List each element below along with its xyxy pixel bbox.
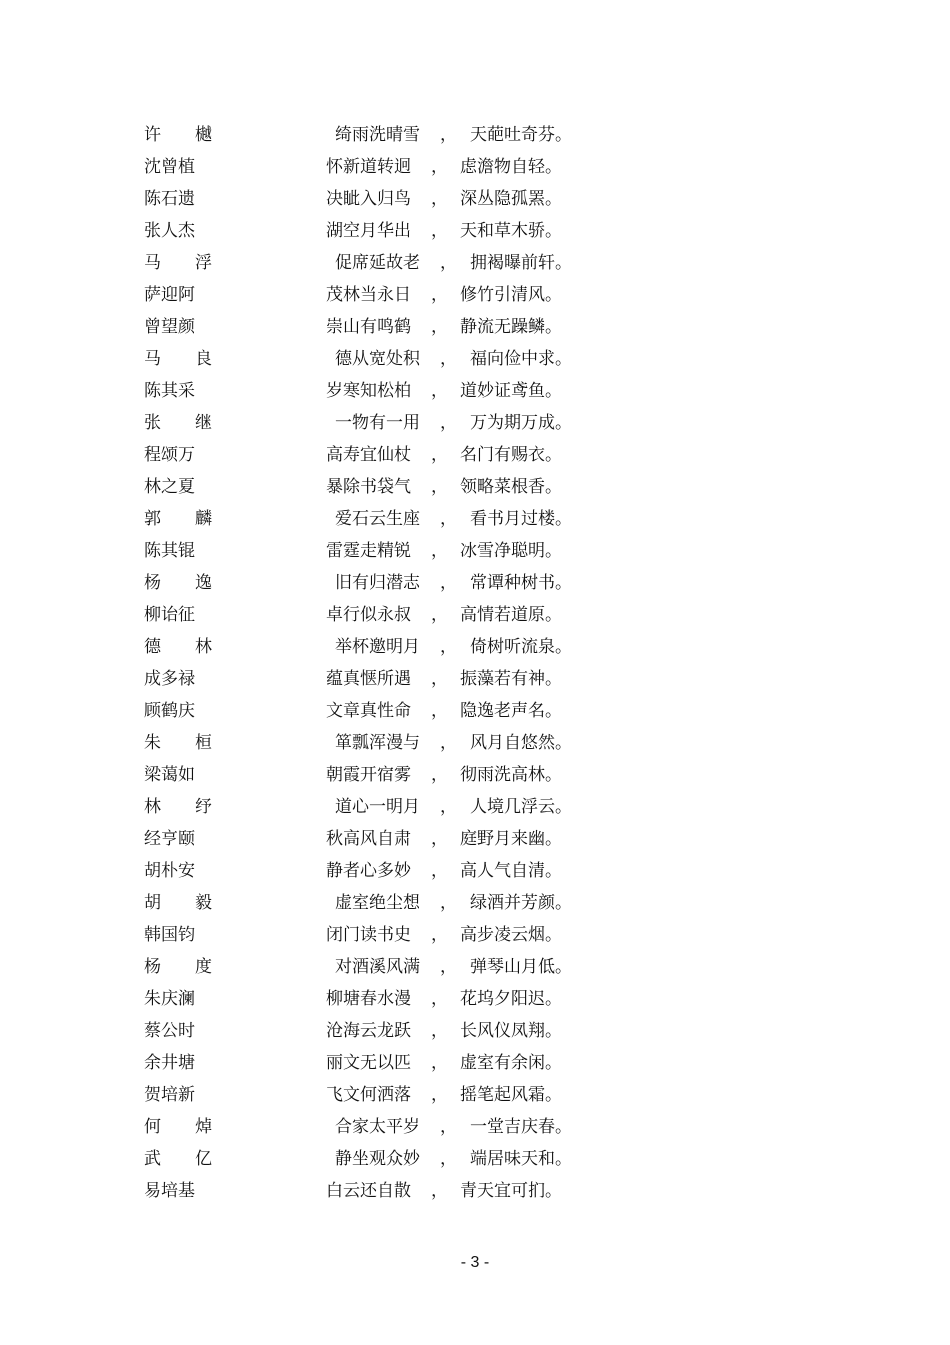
couplet-second-line: 花坞夕阳迟。 [460, 989, 562, 1009]
couplet-comma: ， [440, 797, 457, 817]
couplet-first-line: 箪瓢浑漫与 [335, 733, 420, 753]
couplet-second-line: 高人气自清。 [460, 861, 562, 881]
author-name: 余井塘 [144, 1053, 195, 1073]
author-name: 张 继 [144, 413, 212, 433]
couplet-first-line: 虚室绝尘想 [335, 893, 420, 913]
couplet-first-line: 静者心多妙 [326, 861, 411, 881]
couplet-row [0, 471, 950, 503]
couplet-first-line: 柳塘春水漫 [326, 989, 411, 1009]
couplet-row [0, 215, 950, 247]
couplet-second-line: 虑澹物自轻。 [460, 157, 562, 177]
author-name: 曾望颜 [144, 317, 195, 337]
couplet-second-line: 常谭种树书。 [470, 573, 572, 593]
couplet-first-line: 静坐观众妙 [335, 1149, 420, 1169]
couplet-first-line: 合家太平岁 [335, 1117, 420, 1137]
couplet-row [0, 663, 950, 695]
couplet-second-line: 福向俭中求。 [470, 349, 572, 369]
couplet-comma: ， [431, 605, 448, 625]
couplet-row [0, 119, 950, 151]
couplet-row [0, 247, 950, 279]
couplet-second-line: 风月自悠然。 [470, 733, 572, 753]
couplet-first-line: 岁寒知松柏 [326, 381, 411, 401]
couplet-second-line: 弹琴山月低。 [470, 957, 572, 977]
couplet-row [0, 759, 950, 791]
couplet-row [0, 1015, 950, 1047]
couplet-second-line: 静流无躁鳞。 [460, 317, 562, 337]
couplet-first-line: 文章真性命 [326, 701, 411, 721]
couplet-first-line: 蕴真惬所遇 [326, 669, 411, 689]
couplet-first-line: 暴除书袋气 [326, 477, 411, 497]
couplet-comma: ， [431, 829, 448, 849]
couplet-row [0, 855, 950, 887]
couplet-second-line: 人境几浮云。 [470, 797, 572, 817]
couplet-first-line: 崇山有鸣鹤 [326, 317, 411, 337]
author-name: 林 纾 [144, 797, 212, 817]
couplet-row [0, 1111, 950, 1143]
couplet-row [0, 1175, 950, 1207]
couplet-row [0, 791, 950, 823]
couplet-row [0, 951, 950, 983]
couplet-first-line: 卓行似永叔 [326, 605, 411, 625]
author-name: 程颂万 [144, 445, 195, 465]
couplet-first-line: 道心一明月 [335, 797, 420, 817]
couplet-row [0, 695, 950, 727]
author-name: 马 浮 [144, 253, 212, 273]
couplet-comma: ， [431, 1021, 448, 1041]
couplet-second-line: 高步凌云烟。 [460, 925, 562, 945]
couplet-second-line: 高情若道原。 [460, 605, 562, 625]
author-name: 陈其采 [144, 381, 195, 401]
couplet-row [0, 567, 950, 599]
couplet-first-line: 秋高风自肃 [326, 829, 411, 849]
author-name: 林之夏 [144, 477, 195, 497]
author-name: 易培基 [144, 1181, 195, 1201]
couplet-first-line: 闭门读书史 [326, 925, 411, 945]
couplet-comma: ， [431, 189, 448, 209]
couplet-second-line: 修竹引清风。 [460, 285, 562, 305]
author-name: 郭 麟 [144, 509, 212, 529]
couplet-list [0, 119, 950, 1207]
couplet-comma: ， [431, 1085, 448, 1105]
author-name: 陈其锟 [144, 541, 195, 561]
couplet-second-line: 摇笔起风霜。 [460, 1085, 562, 1105]
author-name: 蔡公时 [144, 1021, 195, 1041]
couplet-comma: ， [431, 861, 448, 881]
author-name: 朱 桓 [144, 733, 212, 753]
couplet-row [0, 1047, 950, 1079]
couplet-comma: ， [440, 349, 457, 369]
author-name: 经亨颐 [144, 829, 195, 849]
couplet-first-line: 德从宽处积 [335, 349, 420, 369]
couplet-comma: ， [431, 381, 448, 401]
couplet-comma: ， [431, 445, 448, 465]
author-name: 沈曾植 [144, 157, 195, 177]
couplet-comma: ， [431, 317, 448, 337]
couplet-row [0, 407, 950, 439]
couplet-comma: ， [431, 669, 448, 689]
author-name: 韩国钧 [144, 925, 195, 945]
author-name: 胡朴安 [144, 861, 195, 881]
couplet-first-line: 怀新道转迥 [326, 157, 411, 177]
couplet-comma: ， [440, 509, 457, 529]
couplet-comma: ， [431, 285, 448, 305]
couplet-comma: ， [440, 253, 457, 273]
couplet-second-line: 青天宜可扪。 [460, 1181, 562, 1201]
couplet-second-line: 虚室有余闲。 [460, 1053, 562, 1073]
couplet-first-line: 丽文无以匹 [326, 1053, 411, 1073]
couplet-comma: ， [440, 893, 457, 913]
author-name: 萨迎阿 [144, 285, 195, 305]
couplet-first-line: 沧海云龙跃 [326, 1021, 411, 1041]
couplet-comma: ， [440, 125, 457, 145]
author-name: 成多禄 [144, 669, 195, 689]
couplet-comma: ， [431, 701, 448, 721]
couplet-row [0, 183, 950, 215]
couplet-second-line: 端居味天和。 [470, 1149, 572, 1169]
couplet-second-line: 隐逸老声名。 [460, 701, 562, 721]
couplet-first-line: 飞文何洒落 [326, 1085, 411, 1105]
couplet-comma: ， [431, 925, 448, 945]
couplet-row [0, 279, 950, 311]
couplet-comma: ， [440, 413, 457, 433]
page-number: - 3 - [460, 1254, 490, 1271]
couplet-row [0, 151, 950, 183]
couplet-comma: ， [440, 733, 457, 753]
couplet-row [0, 311, 950, 343]
couplet-comma: ， [431, 1181, 448, 1201]
couplet-second-line: 长风仪凤翔。 [460, 1021, 562, 1041]
couplet-row [0, 343, 950, 375]
author-name: 杨 度 [144, 957, 212, 977]
couplet-comma: ， [431, 157, 448, 177]
couplet-row [0, 823, 950, 855]
couplet-first-line: 茂林当永日 [326, 285, 411, 305]
couplet-second-line: 拥褐曝前轩。 [470, 253, 572, 273]
couplet-second-line: 冰雪净聪明。 [460, 541, 562, 561]
couplet-row [0, 727, 950, 759]
author-name: 梁蔼如 [144, 765, 195, 785]
author-name: 马 良 [144, 349, 212, 369]
couplet-first-line: 促席延故老 [335, 253, 420, 273]
couplet-row [0, 1079, 950, 1111]
couplet-first-line: 高寿宜仙杖 [326, 445, 411, 465]
couplet-second-line: 看书月过楼。 [470, 509, 572, 529]
couplet-comma: ， [440, 637, 457, 657]
couplet-comma: ， [440, 1149, 457, 1169]
couplet-second-line: 道妙证鸢鱼。 [460, 381, 562, 401]
author-name: 武 亿 [144, 1149, 212, 1169]
couplet-first-line: 雷霆走精锐 [326, 541, 411, 561]
couplet-second-line: 天葩吐奇芬。 [470, 125, 572, 145]
couplet-second-line: 彻雨洗高林。 [460, 765, 562, 785]
couplet-row [0, 503, 950, 535]
author-name: 许 樾 [144, 125, 212, 145]
couplet-second-line: 庭野月来幽。 [460, 829, 562, 849]
couplet-comma: ， [431, 541, 448, 561]
couplet-second-line: 天和草木骄。 [460, 221, 562, 241]
couplet-comma: ， [440, 1117, 457, 1137]
couplet-comma: ， [431, 765, 448, 785]
couplet-first-line: 旧有归潜志 [335, 573, 420, 593]
couplet-second-line: 一堂吉庆春。 [470, 1117, 572, 1137]
couplet-second-line: 绿酒并芳颜。 [470, 893, 572, 913]
couplet-first-line: 一物有一用 [335, 413, 420, 433]
author-name: 张人杰 [144, 221, 195, 241]
author-name: 柳诒征 [144, 605, 195, 625]
couplet-second-line: 倚树听流泉。 [470, 637, 572, 657]
author-name: 胡 毅 [144, 893, 212, 913]
couplet-comma: ， [431, 1053, 448, 1073]
couplet-row [0, 983, 950, 1015]
author-name: 贺培新 [144, 1085, 195, 1105]
couplet-first-line: 举杯邀明月 [335, 637, 420, 657]
couplet-first-line: 绮雨洗晴雪 [335, 125, 420, 145]
couplet-comma: ， [431, 477, 448, 497]
couplet-row [0, 439, 950, 471]
couplet-first-line: 对酒溪风满 [335, 957, 420, 977]
author-name: 朱庆澜 [144, 989, 195, 1009]
couplet-row [0, 631, 950, 663]
couplet-first-line: 湖空月华出 [326, 221, 411, 241]
couplet-row [0, 919, 950, 951]
couplet-second-line: 振藻若有神。 [460, 669, 562, 689]
couplet-row [0, 887, 950, 919]
couplet-first-line: 决眦入归鸟 [326, 189, 411, 209]
author-name: 陈石遗 [144, 189, 195, 209]
couplet-comma: ， [431, 221, 448, 241]
couplet-first-line: 爱石云生座 [335, 509, 420, 529]
couplet-first-line: 白云还自散 [326, 1181, 411, 1201]
couplet-comma: ， [440, 573, 457, 593]
couplet-row [0, 375, 950, 407]
couplet-row [0, 1143, 950, 1175]
author-name: 德 林 [144, 637, 212, 657]
couplet-first-line: 朝霞开宿雾 [326, 765, 411, 785]
couplet-row [0, 599, 950, 631]
couplet-second-line: 深丛隐孤罴。 [460, 189, 562, 209]
couplet-row [0, 535, 950, 567]
author-name: 何 焯 [144, 1117, 212, 1137]
couplet-second-line: 领略菜根香。 [460, 477, 562, 497]
couplet-comma: ， [440, 957, 457, 977]
couplet-comma: ， [431, 989, 448, 1009]
author-name: 杨 逸 [144, 573, 212, 593]
author-name: 顾鹤庆 [144, 701, 195, 721]
couplet-second-line: 名门有赐衣。 [460, 445, 562, 465]
couplet-second-line: 万为期万成。 [470, 413, 572, 433]
